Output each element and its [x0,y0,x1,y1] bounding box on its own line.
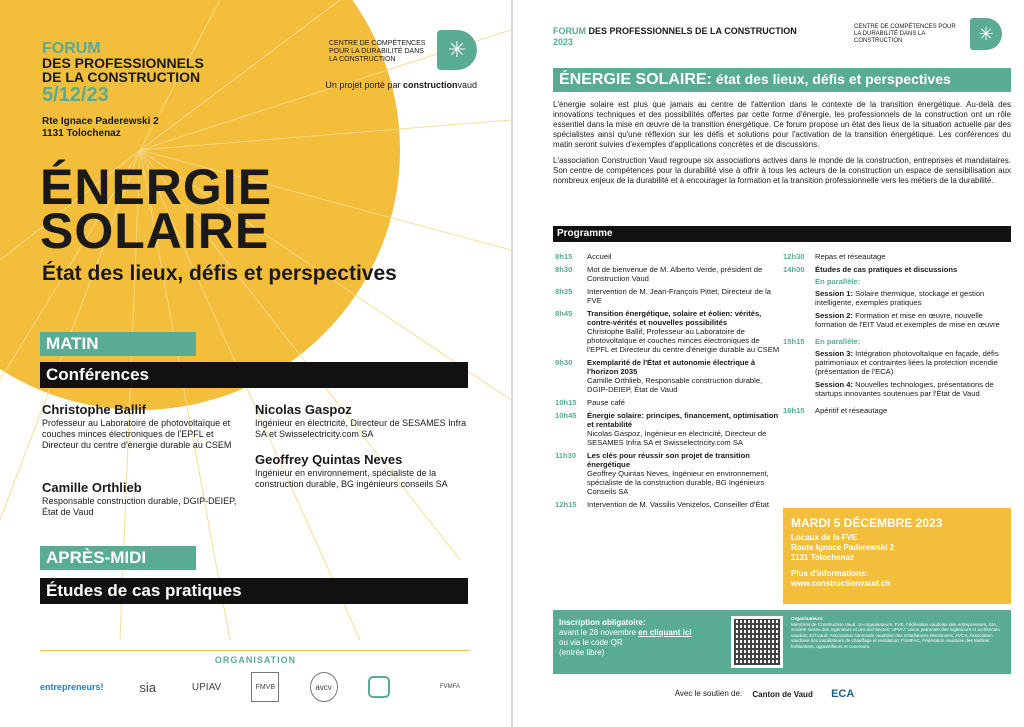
program-time: 8h15 [555,252,573,261]
inscription-footer [553,610,1011,674]
program-desc: Camille Orthlieb, Responsable construction durable, DGIP-DEIEP, État de Vaud [587,376,763,394]
speaker-3 [255,402,470,440]
conferences-label: Conférences [40,362,468,388]
forum-title [42,42,204,106]
projet-brand-suffix: vaud [457,80,477,90]
event-address [42,116,159,140]
speaker-name: Nicolas Gaspoz [255,402,352,417]
programme-morning [555,252,780,513]
date-heading: MARDI 5 DÉCEMBRE 2023 [791,516,943,530]
organisation-logos [40,672,480,702]
session-2 [815,311,1011,329]
flyer-front-page [0,0,511,727]
parallel-label: En parallèle: [815,277,861,286]
program-item [555,265,780,283]
entrepreneurs-logo: entrepreneurs! [40,682,104,692]
fvmfa-logo: FVMFA [439,684,460,690]
upiav-logo: UPIAV [191,681,222,693]
program-time: 11h30 [555,451,577,460]
inscription-line-2: ou via le code QR [559,638,623,647]
centre-text: CENTRE DE COMPÉTENCES POUR LA DURABILITÉ DANS LA CONSTRUCTION [854,24,956,44]
inscription-text [559,618,719,658]
speaker-name: Geoffrey Quintas Neves [255,452,403,467]
program-time: 12h15 [555,500,577,509]
apres-midi-label: APRÈS-MIDI [40,546,196,570]
session-label: Session 4: [815,380,853,389]
program-title: Énergie solaire: principes, financement, optimisation et rentabilité [587,411,779,429]
eca-logo: ECA [831,688,855,700]
speaker-name: Christophe Ballif [42,402,147,417]
projet-prefix: Un projet porté par [325,80,403,90]
main-title [40,159,273,259]
inscription-line-3: (entrée libre) [559,648,605,657]
address-line-1: Rte Ignace Paderewski 2 [42,116,159,127]
forum-year: 2023 [553,37,574,47]
centre-logo [852,18,1002,54]
title-line-1: ÉNERGIE [40,159,273,215]
program-item [555,358,780,394]
program-desc: Intervention de M. Jean-François Pittet, Directeur de la FVE [587,287,772,305]
program-item [783,252,1011,261]
inscription-link[interactable]: en cliquant ici [638,628,692,637]
speaker-name: Camille Orthlieb [42,480,142,495]
program-item [783,337,1011,402]
qr-code[interactable] [731,616,783,668]
program-item [783,265,1011,333]
venue-line-2: Route Ignace Paderewski 2 [791,543,895,552]
programme-label: Programme [553,226,1011,242]
title-banner [553,68,1011,92]
banner-main: ÉNERGIE SOLAIRE: [559,71,712,88]
asterisk-logo-icon: ✳ [437,30,477,70]
centre-logo [287,30,477,100]
program-item [555,287,780,305]
program-title: Transition énergétique, solaire et éolien: vérités, contre-vérités et nouvelles possibilités [587,309,762,327]
title-line-2: SOLAIRE [40,203,270,259]
program-title: Les clés pour réussir son projet de transition énergétique [587,451,750,469]
projet-porte-par [325,80,477,90]
program-time: 8h35 [555,287,573,296]
programme-afternoon [783,252,1011,419]
speaker-role: Professeur au Laboratoire de photovoltaïque et couches minces électroniques de l'EPFL et Directeur du centre d'énergie durable au CSEM [42,418,232,450]
program-desc: Geoffrey Quintas Neves, Ingénieur en environnement, spécialiste de la construction durable, BG Ingénieurs Conseils SA [587,469,769,496]
inscription-label: Inscription obligatoire: [559,618,646,627]
speaker-2 [42,480,242,518]
speaker-role: Responsable construction durable, DGIP-DEIEP, État de Vaud [42,496,237,517]
session-3 [815,349,1011,376]
program-time: 10h45 [555,411,577,420]
program-desc: Apéritif et réseautage [815,406,888,415]
date-box [783,508,1011,604]
session-text: Nouvelles technologies, présentations de startups innovantes soutenues par l'État de Vaud [815,380,994,398]
venue-line-3: 1131 Tolochenaz [791,553,854,562]
projet-brand: construction [402,80,458,90]
speaker-4 [255,452,470,490]
session-text: Intégration photovoltaïque en façade, défis patrimoniaux et contraintes liées la protection incendie (présentation de l'ECA) [815,349,999,376]
address-line-2: 1131 Tolochenaz [42,128,121,139]
intro-text [553,100,1011,192]
intro-paragraph-1: L'énergie solaire est plus que jamais au centre de l'attention dans le contexte de la transition énergétique. Au-delà des innovations techniques et des possibilités offertes par cette forme d'énergie, les professionnels de la construction ont un rôle essentiel dans la mise en œuvre de la transition énergétique. Ce forum propose un état des lieux de la situation actuelle par des spécialistes ainsi qu'une réflexion sur les défis et solutions pour l'activation de la transition énergétique. Les conférences du matin seront suivies d'exemples d'applications concrètes et de discussions. [553,100,1011,149]
session-4 [815,380,1011,398]
forum-label: FORUM [553,26,586,36]
program-time: 14h00 [783,265,805,274]
program-time: 16h15 [783,406,805,415]
program-item [555,252,780,261]
session-label: Session 1: [815,289,853,298]
program-desc: Christophe Ballif, Professeur au Laboratoire de photovoltaïque et couches minces électroniques de l'EPFL et Directeur du centre d'énergie durable au CSEM [587,327,780,354]
program-item [555,398,780,407]
program-item [555,500,780,509]
forum-rest: DES PROFESSIONNELS DE LA CONSTRUCTION [588,26,797,36]
program-item [783,406,1011,415]
program-desc: Études de cas pratiques et discussions [815,265,958,274]
organisateurs-text: Membres de Construction Vaud, co-organisateurs: FVE, Fédération vaudoise des entrepreneurs; SIA, Société suisse des ingénieurs et des architectes; UPIAV: Union patronale des ingénieurs et architectes vaudois; EIT.vaud: Association cantonale vaudoise des installateurs-électriciens; AVCV, Association vaudoise des installateurs de chauffage et ventilation; FVMFAC, Fédération vaudoise des Maîtres ferblantiers, appareilleurs et couvreurs. [791,621,1000,649]
organisateurs-label: Organisateurs: [791,616,824,621]
divider [40,650,470,651]
program-desc: Pause café [587,398,625,407]
soutien-label: Avec le soutien de: [674,689,743,699]
asterisk-logo-icon: ✳ [970,18,1002,50]
session-label: Session 2: [815,311,853,320]
event-date: 5/12/23 [42,84,109,106]
organisation-label: ORGANISATION [214,655,297,665]
speaker-1 [42,402,242,451]
program-item [555,411,780,447]
avcv-logo: avcv [310,672,338,702]
program-time: 15h15 [783,337,805,346]
program-title: Exemplarité de l'État et autonomie électrique à l'horizon 2035 [587,358,756,376]
program-desc: Accueil [587,252,612,261]
parallel-label: En parallèle: [815,337,861,346]
sia-logo: sia [139,679,157,695]
centre-text: CENTRE DE COMPÉTENCES POUR LA DURABILITÉ DANS LA CONSTRUCTION [329,40,426,63]
program-desc: Intervention de M. Vassilis Venizelos, Conseiller d'État [587,500,769,509]
info-label: Plus d'informations: [791,569,869,578]
fmvb-logo: FMVB [251,672,279,702]
program-time: 9h30 [555,358,573,367]
program-time: 10h15 [555,398,577,407]
main-subtitle: État des lieux, défis et perspectives [42,262,397,285]
forum-line-2: DE LA CONSTRUCTION [42,69,201,85]
program-time: 12h30 [783,252,805,261]
session-1 [815,289,1011,307]
inscription-line-1: avant le 28 novembre [559,628,639,637]
program-time: 8h30 [555,265,573,274]
program-desc: Nicolas Gaspoz, Ingénieur en électricité, Directeur de SESAMES Infra SA et Swisselectricity.com SA [587,429,767,447]
matin-label: MATIN [40,332,196,356]
program-item [555,309,780,354]
pbaa-logo [368,676,390,698]
flyer-back-page [513,0,1024,727]
forum-line-1: DES PROFESSIONNELS [42,55,204,71]
program-time: 8h45 [555,309,573,318]
program-desc: Mot de bienvenue de M. Alberto Verde, président de Construction Vaud [587,265,763,283]
soutien-row [513,688,1024,700]
program-item [555,451,780,496]
speaker-role: Ingénieur en environnement, spécialiste de la construction durable, BG ingénieurs conseils SA [255,468,448,489]
intro-paragraph-2: L'association Construction Vaud regroupe six associations actives dans le monde de la construction, entreprises et mandataires. Son centre de compétences pour la durabilité vise à offrir à tous les acteurs de la construction un espace de sensibilisation aux nombreux enjeux de la durabilité et à encourager la formation et la transition professionnelle vers les métiers de la durabilité. [553,156,1011,185]
session-text: Formation et mise en œuvre, nouvelle formation de l'EIT Vaud et exemples de mise en œuvre [815,311,1000,329]
organisateurs [791,616,1005,650]
program-desc: Repas et réseautage [815,252,886,261]
venue-line-1: Locaux de la FVE [791,533,858,542]
forum-label: FORUM [42,40,101,57]
canton-vaud-logo: Canton de Vaud [752,689,813,699]
speaker-role: Ingénieur en électricité, Directeur de SESAMES Infra SA et Swisselectricity.com SA [255,418,467,439]
banner-rest: état des lieux, défis et perspectives [711,71,951,87]
forum-header [553,26,797,48]
website-link[interactable]: www.constructionvaud.ch [791,579,891,588]
session-label: Session 3: [815,349,853,358]
session-text: Solaire thermique, stockage et gestion intelligente, exemples pratiques [815,289,985,307]
etudes-label: Études de cas pratiques [40,578,468,604]
